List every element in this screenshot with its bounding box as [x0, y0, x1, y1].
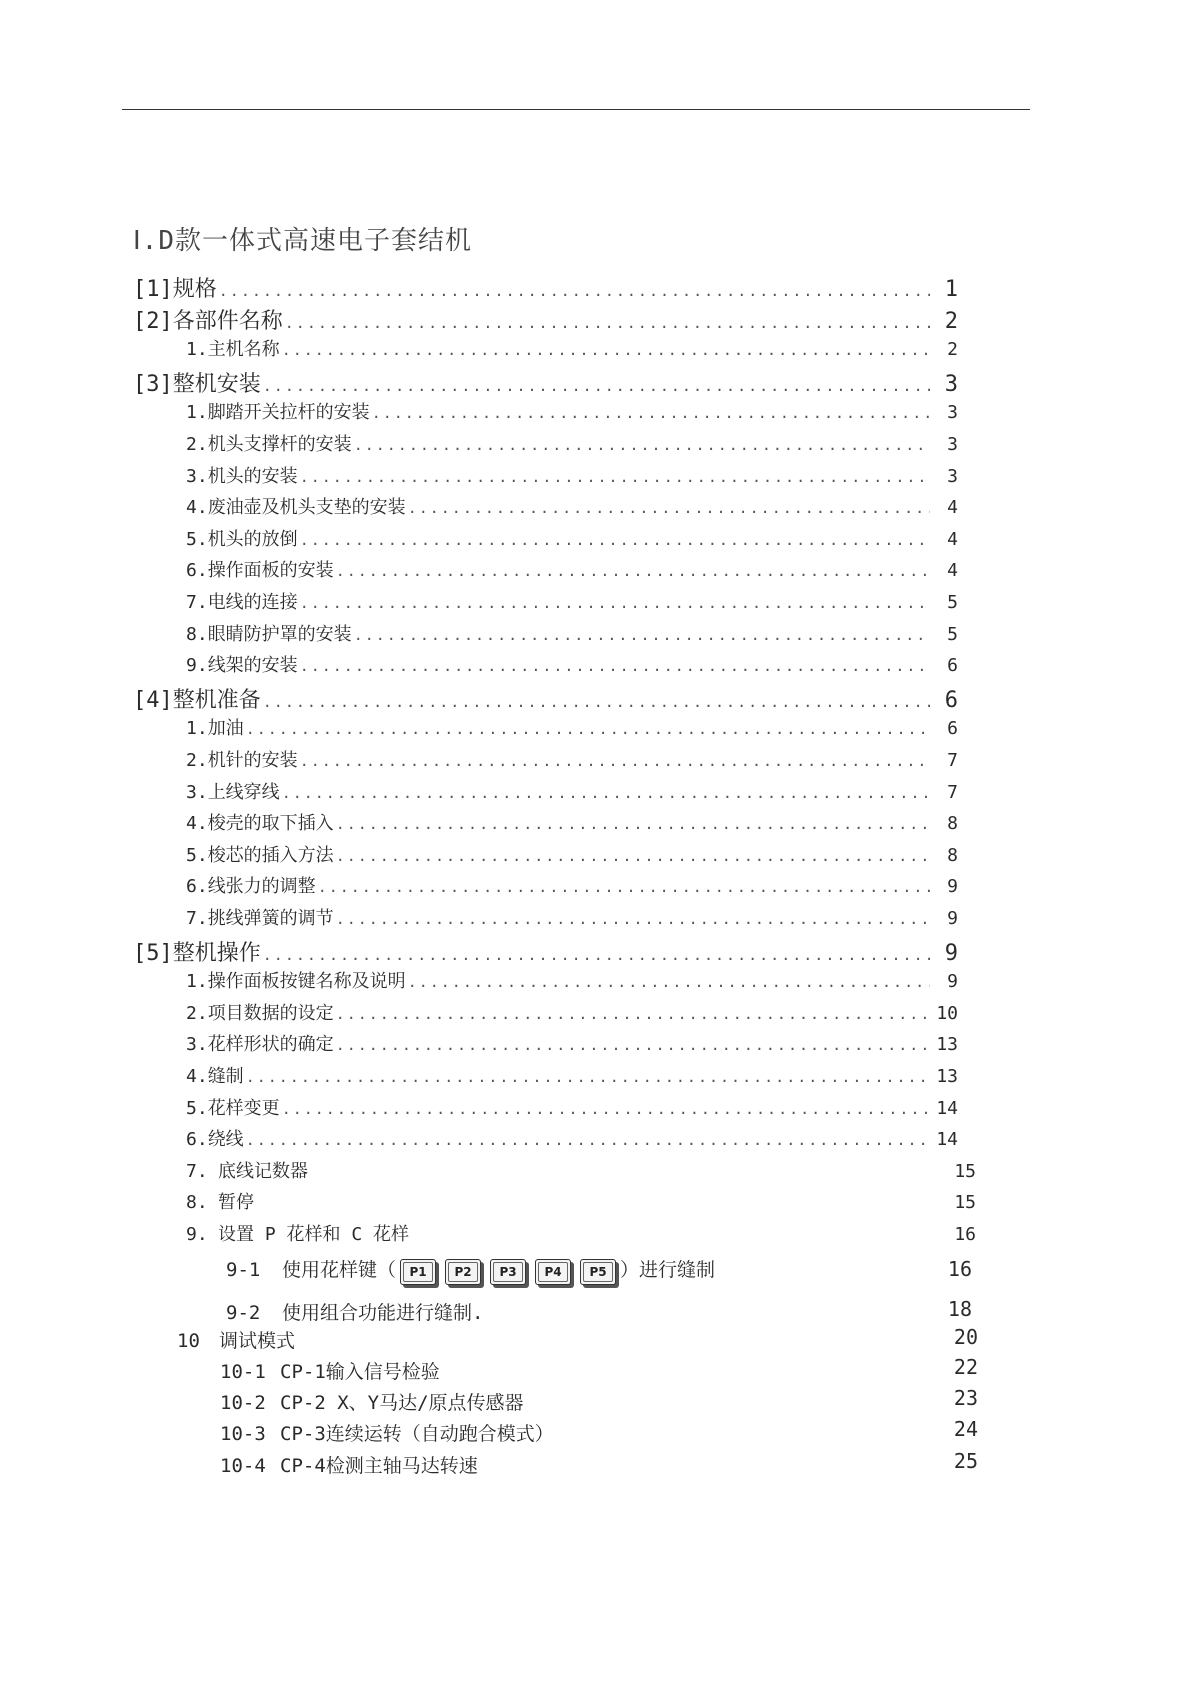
toc-entry-text: 梭芯的插入方法: [207, 845, 334, 866]
toc-entry-page: 25: [953, 1449, 978, 1473]
dot-leader: [408, 973, 930, 991]
toc-entry-10-1[interactable]: [220, 1357, 440, 1384]
dot-leader: [354, 626, 930, 644]
toc-entry-text: 使用花样键（: [282, 1259, 397, 1281]
toc-entry-text: 操作面板按键名称及说明: [207, 971, 406, 992]
toc-entry-text: 花样形状的确定: [207, 1034, 334, 1055]
dot-leader: [372, 404, 930, 422]
dot-leader: [336, 1036, 930, 1054]
toc-entry-text: 线架的安装: [207, 655, 298, 676]
toc-entry[interactable]: [186, 714, 958, 740]
pattern-key-p1-icon: P1: [400, 1259, 436, 1285]
toc-entry-number: 1.: [186, 971, 208, 992]
dot-leader: [354, 436, 930, 454]
toc-entry[interactable]: [133, 272, 958, 303]
toc-entry-number: 10-4: [220, 1455, 266, 1477]
toc-entry-text: 机头的安装: [207, 466, 298, 487]
toc-entry-page: 24: [953, 1417, 978, 1441]
toc-entry[interactable]: [133, 304, 958, 335]
toc-entry-10-3[interactable]: [220, 1419, 554, 1446]
toc-entry-text: 机头支撑杆的安装: [207, 434, 352, 455]
toc-entry-number: 9-1: [226, 1259, 261, 1281]
toc-entry-text: 设置 P 花样和 C 花样: [218, 1224, 410, 1245]
toc-entry[interactable]: [186, 778, 958, 804]
toc-entry-page: 13: [936, 1066, 958, 1087]
dot-leader: [263, 693, 930, 711]
dot-leader: [336, 815, 930, 833]
dot-leader: [282, 1100, 930, 1118]
dot-leader: [300, 657, 930, 675]
dot-leader: [300, 468, 930, 486]
toc-entry-text: 主机名称: [207, 339, 280, 360]
toc-entry-page: 9: [947, 908, 958, 929]
dot-leader: [336, 847, 930, 865]
dot-leader: [300, 594, 930, 612]
toc-entry-number: 3.: [186, 1034, 208, 1055]
toc-entry-text: 项目数据的设定: [207, 1003, 334, 1024]
toc-entry-page: 7: [947, 750, 958, 771]
toc-entry-text: 电线的连接: [207, 592, 298, 613]
toc-entry[interactable]: [186, 1062, 958, 1088]
toc-entry-number: 6.: [186, 560, 208, 581]
toc-entry-text: 线张力的调整: [207, 876, 316, 897]
toc-entry[interactable]: [133, 367, 958, 398]
toc-entry-number: 10: [177, 1330, 200, 1352]
dot-leader: [336, 562, 930, 580]
toc-entry[interactable]: [186, 1220, 976, 1246]
toc-entry-page: 9: [947, 876, 958, 897]
toc-entry-page: 23: [953, 1386, 978, 1410]
toc-entry-page: 4: [947, 497, 958, 518]
toc-entry-number: 4.: [186, 813, 208, 834]
toc-entry[interactable]: [186, 1030, 958, 1056]
dot-leader: [263, 377, 930, 395]
toc-entry-9-2[interactable]: [226, 1298, 483, 1325]
dot-leader: [336, 910, 930, 928]
toc-entry-number: 2.: [186, 750, 208, 771]
toc-entry-number: [4]: [133, 688, 173, 713]
dot-leader: [336, 1005, 930, 1023]
toc-entry-text: 花样变更: [207, 1098, 280, 1119]
toc-entry-number: 4.: [186, 1066, 208, 1087]
pattern-key-p4-icon: P4: [535, 1259, 571, 1285]
toc-entry-page: 15: [954, 1192, 976, 1213]
dot-leader: [246, 720, 930, 738]
toc-entry-page: 2: [944, 309, 958, 334]
toc-entry-page: 4: [947, 529, 958, 550]
toc-entry-page: 6: [947, 655, 958, 676]
toc-entry-page: 8: [947, 813, 958, 834]
toc-entry-page: 20: [953, 1325, 978, 1349]
toc-entry-text: 整机准备: [172, 688, 261, 713]
toc-entry-number: 4.: [186, 497, 208, 518]
toc-entry-number: 7.: [186, 592, 208, 613]
toc-entry-text: CP-3连续运转（自动跑合模式）: [280, 1423, 554, 1445]
toc-entry-number: 10-1: [220, 1361, 266, 1383]
toc-entry-number: 6.: [186, 1129, 208, 1150]
dot-leader: [300, 752, 930, 770]
toc-entry-number: 5.: [186, 845, 208, 866]
toc-entry[interactable]: [186, 462, 958, 488]
toc-entry-text: 上线穿线: [207, 782, 280, 803]
toc-entry-page: 1: [944, 277, 958, 302]
toc-entry[interactable]: [186, 1094, 958, 1120]
toc-entry[interactable]: [186, 904, 958, 930]
toc-entry[interactable]: [186, 525, 958, 551]
toc-entry[interactable]: [186, 493, 958, 519]
toc-entry[interactable]: [186, 588, 958, 614]
toc-entry[interactable]: [186, 620, 958, 646]
dot-leader: [263, 946, 930, 964]
toc-entry-number: 3.: [186, 782, 208, 803]
toc-entry-text: 底线记数器: [218, 1161, 308, 1182]
toc-entry-text: 调试模式: [219, 1330, 296, 1352]
toc-entry-page: 5: [947, 624, 958, 645]
dot-leader: [282, 784, 930, 802]
pattern-key-p3-icon: P3: [490, 1259, 526, 1285]
toc-entry-page: 9: [947, 971, 958, 992]
dot-leader: [285, 314, 930, 332]
toc-entry-text: 机针的安装: [207, 750, 298, 771]
toc-entry-number: 1.: [186, 718, 208, 739]
toc-entry-text: 整机安装: [172, 372, 261, 397]
toc-entry-page: 16: [947, 1257, 972, 1281]
dot-leader: [408, 499, 930, 517]
toc-entry-text: CP-2 X、Y马达/原点传感器: [280, 1392, 524, 1414]
toc-entry-page: 7: [947, 782, 958, 803]
toc-entry[interactable]: [186, 841, 958, 867]
toc-entry-number: [2]: [133, 309, 173, 334]
dot-leader: [282, 341, 930, 359]
toc-entry-page: 3: [947, 434, 958, 455]
toc-entry-page: 15: [954, 1161, 976, 1182]
toc-entry-text: 各部件名称: [172, 309, 283, 334]
pattern-key-p5-icon: P5: [580, 1259, 616, 1285]
toc-entry-text: 操作面板的安装: [207, 560, 334, 581]
toc-entry-text: 使用组合功能进行缝制.: [282, 1302, 484, 1324]
toc-entry[interactable]: [186, 999, 958, 1025]
toc-entry-text: 规格: [172, 277, 217, 302]
toc-entry-number: 3.: [186, 466, 208, 487]
toc-entry[interactable]: [186, 809, 958, 835]
toc-entry-text: 眼睛防护罩的安装: [207, 624, 352, 645]
dot-leader: [219, 282, 930, 300]
toc-entry[interactable]: [186, 967, 958, 993]
pattern-key-p2-icon: P2: [445, 1259, 481, 1285]
toc-entry-number: 1.: [186, 339, 208, 360]
dot-leader: [246, 1068, 930, 1086]
toc-entry[interactable]: [186, 651, 958, 677]
document-title: Ⅰ.D款一体式高速电子套结机: [133, 226, 472, 256]
toc-entry[interactable]: [133, 683, 958, 714]
toc-entry-text: 绕线: [207, 1129, 244, 1150]
toc-entry-number: 10-2: [220, 1392, 266, 1414]
toc-entry-page: 16: [954, 1224, 976, 1245]
toc-entry-number: 2.: [186, 1003, 208, 1024]
toc-entry-page: 9: [944, 941, 958, 966]
toc-entry-number: 7.: [186, 1161, 208, 1182]
toc-entry-page: 4: [947, 560, 958, 581]
toc-entry-page: 6: [944, 688, 958, 713]
toc-entry-page: 14: [936, 1098, 958, 1119]
toc-entry-number: [1]: [133, 277, 173, 302]
toc-entry[interactable]: [186, 556, 958, 582]
toc-entry-page: 3: [947, 466, 958, 487]
toc-entry-page: 10: [936, 1003, 958, 1024]
toc-entry-number: 7.: [186, 908, 208, 929]
toc-entry-text: 缝制: [207, 1066, 244, 1087]
toc-entry-text: 加油: [207, 718, 244, 739]
toc-entry-10-4[interactable]: [220, 1451, 478, 1478]
toc-entry-page: 8: [947, 845, 958, 866]
toc-entry-text: 暂停: [218, 1192, 254, 1213]
toc-entry-page: 3: [947, 402, 958, 423]
toc-entry-text: CP-4检测主轴马达转速: [280, 1455, 478, 1477]
dot-leader: [246, 1131, 930, 1149]
toc-entry-number: 8.: [186, 624, 208, 645]
pattern-key-group: [400, 1259, 616, 1285]
toc-entry[interactable]: [186, 398, 958, 424]
toc-entry[interactable]: [186, 335, 958, 361]
toc-entry-number: 1.: [186, 402, 208, 423]
dot-leader: [318, 878, 930, 896]
toc-entry-page: 22: [953, 1355, 978, 1379]
toc-entry-number: 9.: [186, 655, 208, 676]
dot-leader: [300, 531, 930, 549]
toc-entry-text: 机头的放倒: [207, 529, 298, 550]
toc-entry-text: 挑线弹簧的调节: [207, 908, 334, 929]
toc-entry-10[interactable]: [177, 1326, 295, 1353]
toc-entry[interactable]: [186, 746, 958, 772]
toc-entry-text-tail: ）进行缝制: [620, 1259, 716, 1281]
toc-entry-number: [5]: [133, 941, 173, 966]
toc-entry-page: 2: [947, 339, 958, 360]
toc-entry[interactable]: [133, 936, 958, 967]
toc-entry-page: 14: [936, 1129, 958, 1150]
toc-entry[interactable]: [186, 1157, 976, 1183]
toc-entry-text: CP-1输入信号检验: [280, 1361, 440, 1383]
toc-entry-number: 5.: [186, 1098, 208, 1119]
toc-entry-text: 废油壶及机头支垫的安装: [207, 497, 406, 518]
toc-entry[interactable]: [186, 1188, 976, 1214]
toc-entry-number: 5.: [186, 529, 208, 550]
toc-entry-text: 脚踏开关拉杆的安装: [207, 402, 370, 423]
toc-entry-number: 9.: [186, 1224, 208, 1245]
toc-entry-number: 8.: [186, 1192, 208, 1213]
toc-entry-page: 5: [947, 592, 958, 613]
header-rule: [122, 109, 1030, 110]
toc-entry-9-1[interactable]: [226, 1255, 715, 1285]
toc-entry-text: 整机操作: [172, 941, 261, 966]
toc-entry-10-2[interactable]: [220, 1388, 524, 1415]
toc-entry-page: 6: [947, 718, 958, 739]
toc-entry-text: 梭壳的取下插入: [207, 813, 334, 834]
toc-entry-number: 9-2: [226, 1302, 261, 1324]
toc-entry[interactable]: [186, 872, 958, 898]
toc-entry-number: 6.: [186, 876, 208, 897]
toc-entry-page: 13: [936, 1034, 958, 1055]
toc-entry[interactable]: [186, 430, 958, 456]
toc-entry-page: 3: [944, 372, 958, 397]
toc-entry-number: 10-3: [220, 1423, 266, 1445]
toc-entry[interactable]: [186, 1125, 958, 1151]
toc-entry-page: 18: [947, 1297, 972, 1321]
toc-entry-number: 2.: [186, 434, 208, 455]
toc-entry-number: [3]: [133, 372, 173, 397]
